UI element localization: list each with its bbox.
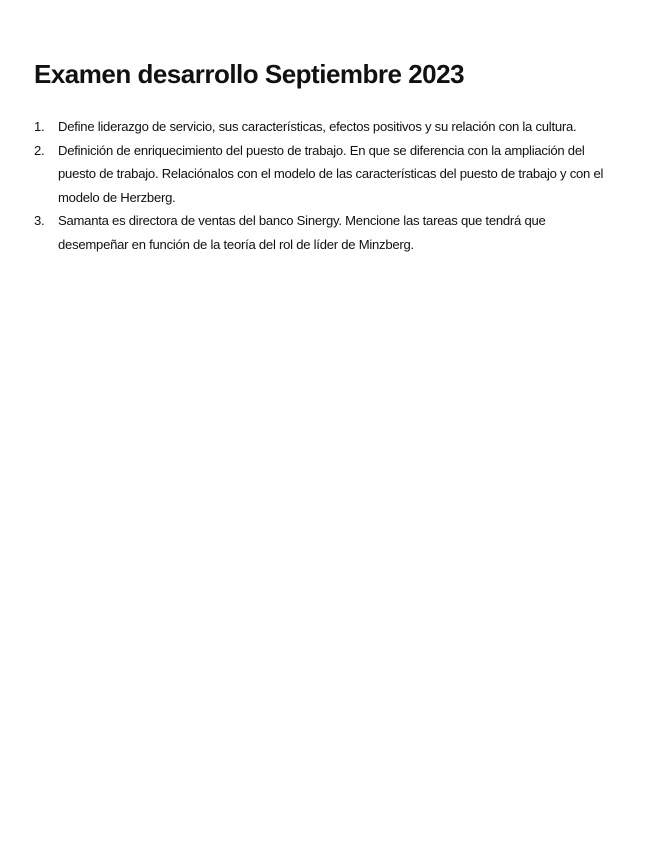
document-title: Examen desarrollo Septiembre 2023 — [34, 59, 465, 89]
question-text: Define liderazgo de servicio, sus características, efectos positivos y su relación con la cultura. — [58, 119, 577, 134]
question-text: Definición de enriquecimiento del puesto de trabajo. En que se diferencia con la ampliación del puesto de trabajo. Relaciónalos con el modelo de las características del puesto de trabajo y con el modelo de Herzberg. — [58, 142, 604, 205]
question-item-1 — [34, 115, 614, 139]
question-list — [34, 115, 614, 256]
question-text: Samanta es directora de ventas del banco Sinergy. Mencione las tareas que tendrá que desempeñar en función de la teoría del rol de líder de Minzberg. — [58, 213, 546, 252]
question-number: 3. — [34, 213, 45, 228]
question-item-2 — [34, 139, 614, 210]
question-number: 1. — [34, 119, 45, 134]
question-number: 2. — [34, 142, 45, 158]
question-item-3 — [34, 209, 614, 256]
